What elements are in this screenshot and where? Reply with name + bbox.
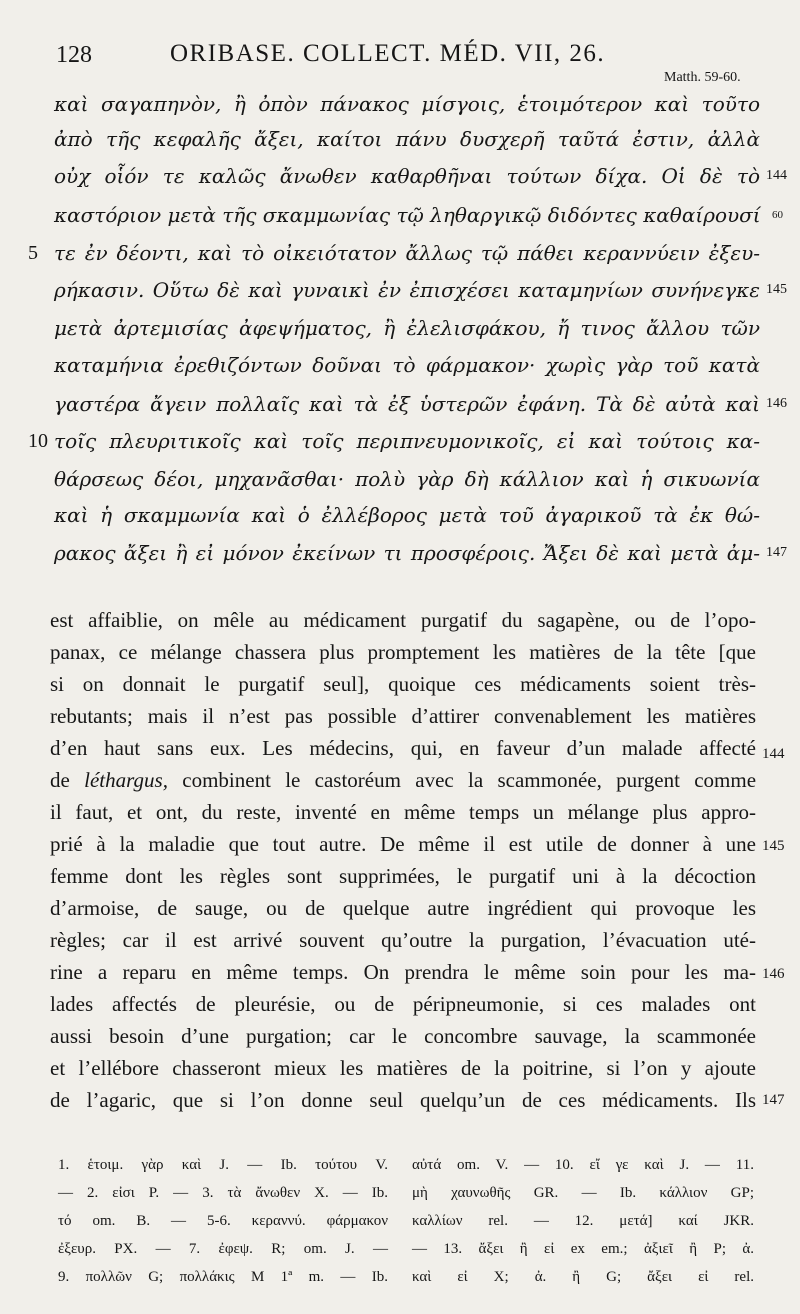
- footnote-line: — 13. ἄξει ἢ εἰ ex em.; ἀξιεῖ ἢ P; ἀ.: [412, 1241, 754, 1257]
- french-margin-number: 144: [762, 746, 785, 762]
- french-line: si on donnait le purgatif seul], quoique ces médicaments soient très-: [50, 672, 756, 696]
- margin-number: 60: [772, 209, 783, 221]
- margin-number: 146: [766, 396, 787, 411]
- french-margin-number: 145: [762, 838, 785, 854]
- greek-line: καστόριον μετὰ τῆς σκαμμωνίας τῷ ληθαργικῷ διδόντες καθαίρουσί: [54, 203, 761, 227]
- french-line: lades affectés de pleurésie, ou de péripneumonie, si ces malades ont: [50, 992, 756, 1016]
- footnote-line: αὐτά om. V. — 10. εἴ γε καὶ J. — 11.: [412, 1157, 754, 1173]
- french-line: rebutants; mais il n’est pas possible d’attirer convenablement les matières: [50, 704, 756, 728]
- greek-line: ρακος ἄξει ἢ εἰ μόνον ἐκείνων τι προσφέροις. Ἄξει δὲ καὶ μετὰ ἀμ-: [54, 541, 760, 565]
- footnote-line: 1. ἑτοιμ. γὰρ καὶ J. — Ib. τούτου V.: [58, 1157, 388, 1173]
- greek-line: καὶ ἡ σκαμμωνία καὶ ὁ ἐλλέβορος μετὰ τοῦ ἀγαρικοῦ τὰ ἐκ θώ-: [54, 503, 760, 527]
- french-line: rine a reparu en même temps. On prendra le même soin pour les ma-: [50, 960, 756, 984]
- french-line: d’en haut sans eux. Les médecins, qui, en faveur d’un malade affecté: [50, 736, 756, 760]
- footnote-line: ἐξευρ. PX. — 7. ἐφεψ. R; om. J. —: [58, 1241, 388, 1257]
- french-italic-word: léthargus,: [84, 768, 168, 792]
- margin-number: 147: [766, 545, 787, 560]
- greek-line: τε ἐν δέοντι, καὶ τὸ οἰκειότατον ἄλλως τῷ πάθει κεραννύειν ἐξευ-: [54, 241, 760, 265]
- footnote-line: μὴ χαυνωθῆς GR. — Ib. κάλλιον GP;: [412, 1185, 754, 1201]
- french-margin-number: 147: [762, 1092, 785, 1108]
- greek-line: καταμήνια ἐρεθιζόντων δοῦναι τὸ φάρμακον· χωρὶς γὰρ τοῦ κατὰ: [54, 353, 760, 377]
- running-head: ORIBASE. COLLECT. MÉD. VII, 26.: [170, 40, 606, 67]
- footnote-line: — 2. εἰσι P. — 3. τὰ ἄνωθεν X. — Ib.: [58, 1185, 388, 1201]
- french-line: d’armoise, de sauge, ou de quelque autre ingrédient qui provoque les: [50, 896, 756, 920]
- greek-line: οὐχ οἷόν τε καλῶς ἄνωθεν καθαρθῆναι τούτων δίχα. Οἱ δὲ τὸ: [54, 164, 760, 188]
- footnote-line: καλλίων rel. — 12. μετά] καί JKR.: [412, 1213, 754, 1229]
- french-line: prié à la maladie que tout autre. De même il est utile de donner à une: [50, 832, 756, 856]
- french-line: est affaiblie, on mêle au médicament purgatif du sagapène, ou de l’opo-: [50, 608, 756, 632]
- greek-line: γαστέρα ἄγειν πολλαῖς καὶ τὰ ἐξ ὑστερῶν ἐφάνη. Τὰ δὲ αὐτὰ καὶ: [54, 392, 760, 416]
- margin-number: 144: [766, 168, 787, 183]
- footnote-line: 9. πολλῶν G; πολλάκις M 1ª m. — Ib.: [58, 1269, 388, 1285]
- page-number: 128: [56, 42, 92, 68]
- greek-line: ρήκασιν. Οὕτω δὲ καὶ γυναικὶ ἐν ἐπισχέσει καταμηνίων συνήνεγκε: [54, 278, 760, 302]
- line-number: 10: [28, 430, 48, 452]
- french-word: combinent le castoréum avec la scammonée, purgent comme: [182, 768, 757, 792]
- greek-line: μετὰ ἀρτεμισίας ἀφεψήματος, ἢ ἐλελισφάκου, ἤ τινος ἄλλου τῶν: [54, 316, 760, 340]
- french-line: aussi besoin d’une purgation; car le concombre sauvage, la scammonée: [50, 1024, 756, 1048]
- greek-line: ἀπὸ τῆς κεφαλῆς ἄξει, καίτοι πάνυ δυσχερῆ ταῦτά ἐστιν, ἀλλὰ: [54, 127, 760, 151]
- footnote-line: καὶ εἰ X; ἀ. ἢ G; ἄξει εἰ rel.: [412, 1269, 754, 1285]
- french-line: règles; car il est arrivé souvent qu’outre la purgation, l’évacuation uté-: [50, 928, 756, 952]
- line-number: 5: [28, 242, 38, 264]
- french-word: de: [50, 768, 70, 792]
- french-line: de l’agaric, que si l’on donne seul quelqu’un de ces médicaments. Ils: [50, 1088, 756, 1112]
- french-line: femme dont les règles sont supprimées, le purgatif uni à la décoction: [50, 864, 756, 888]
- french-line: panax, ce mélange chassera plus promptement les matières de la tête [que: [50, 640, 756, 664]
- french-line: et l’ellébore chasseront mieux les matières de la poitrine, si l’on y ajoute: [50, 1056, 756, 1080]
- french-line: il faut, et ont, du reste, inventé en même temps un mélange plus appro-: [50, 800, 756, 824]
- margin-number: 145: [766, 282, 787, 297]
- reference-note: Matth. 59-60.: [664, 70, 741, 85]
- french-line: [50, 764, 756, 796]
- footnote-line: τό om. B. — 5-6. κεραννύ. φάρμακον: [58, 1213, 388, 1229]
- greek-line: θάρσεως δέοι, μηχανᾶσθαι· πολὺ γὰρ δὴ κάλλιον καὶ ἡ σικυωνία: [54, 467, 760, 491]
- french-margin-number: 146: [762, 966, 785, 982]
- greek-line: τοῖς πλευριτικοῖς καὶ τοῖς περιπνευμονικοῖς, εἰ καὶ τούτοις κα-: [54, 429, 760, 453]
- greek-line: καὶ σαγαπηνὸν, ἢ ὀπὸν πάνακος μίσγοις, ἑτοιμότερον καὶ τοῦτο: [54, 92, 760, 116]
